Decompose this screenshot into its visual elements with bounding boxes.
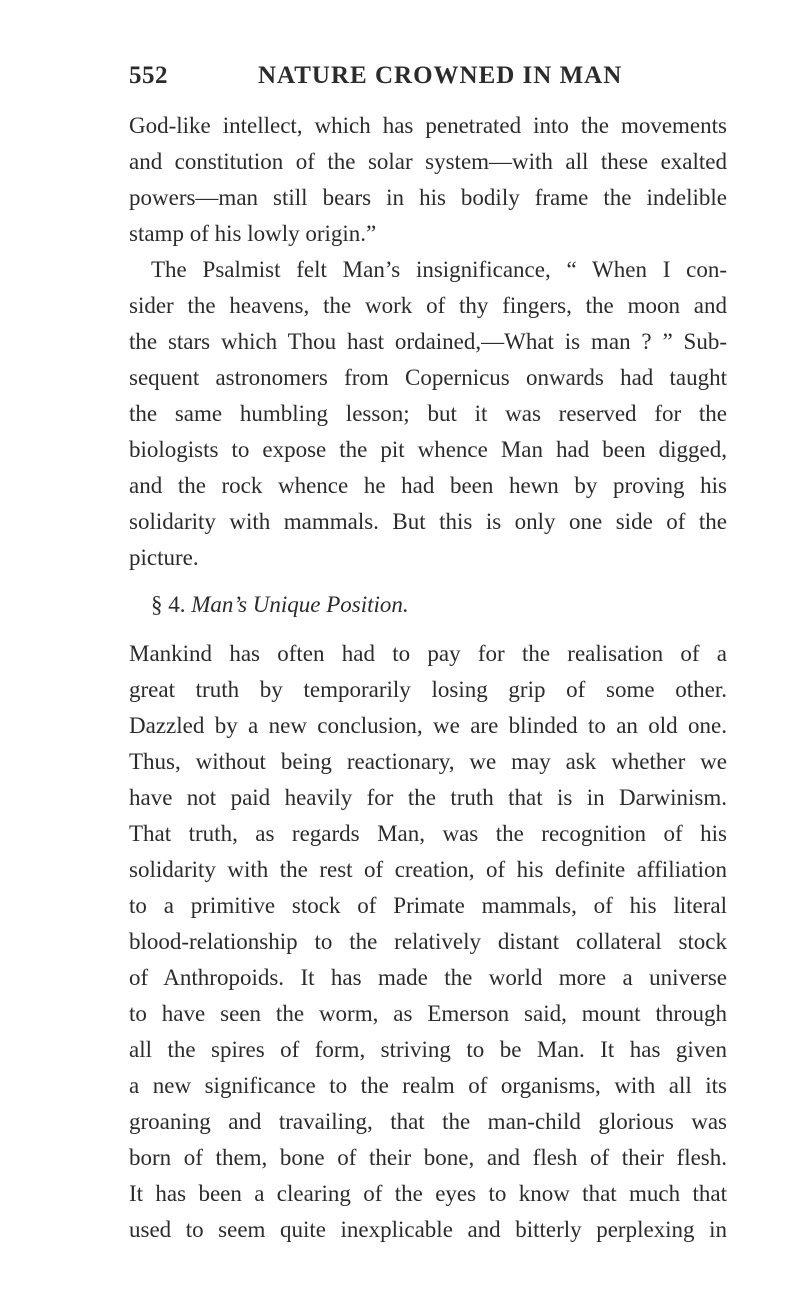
text-line: and constitution of the solar system—with all these exalted	[129, 149, 727, 174]
text-line: The Psalmist felt Man’s insignificance, “ When I con-	[151, 257, 727, 282]
text-line: solidarity with mammals. But this is only one side of the	[129, 509, 727, 534]
text-line: powers—man still bears in his bodily frame the indelible	[129, 185, 727, 210]
section-title: Man’s Unique Position.	[191, 592, 409, 617]
section-heading	[129, 580, 727, 630]
text-line: That truth, as regards Man, was the recognition of his	[129, 821, 727, 846]
body-text	[129, 108, 727, 1248]
text-line: a new significance to the realm of organisms, with all its	[129, 1073, 727, 1098]
text-line: have not paid heavily for the truth that is in Darwinism.	[129, 785, 727, 810]
text-line: of Anthropoids. It has made the world more a universe	[129, 965, 727, 990]
text-line: Mankind has often had to pay for the realisation of a	[129, 641, 727, 666]
text-line: used to seem quite inexplicable and bitterly perplexing in	[129, 1217, 727, 1242]
text-line: God-like intellect, which has penetrated into the movements	[129, 113, 727, 138]
text-line: stamp of his lowly origin.”	[129, 221, 377, 246]
text-line: picture.	[129, 545, 199, 570]
text-line: groaning and travailing, that the man-child glorious was	[129, 1109, 727, 1134]
paragraph-2	[129, 252, 727, 576]
text-line: blood-relationship to the relatively distant collateral stock	[129, 929, 727, 954]
text-line: the same humbling lesson; but it was reserved for the	[129, 401, 727, 426]
text-line: Thus, without being reactionary, we may ask whether we	[129, 749, 727, 774]
text-line: great truth by temporarily losing grip of some other.	[129, 677, 727, 702]
text-line: to a primitive stock of Primate mammals, of his literal	[129, 893, 727, 918]
text-line: sequent astronomers from Copernicus onwards had taught	[129, 365, 727, 390]
paragraph-1	[129, 108, 727, 252]
text-line: all the spires of form, striving to be Man. It has given	[129, 1037, 727, 1062]
text-line: the stars which Thou hast ordained,—What is man ? ” Sub-	[129, 329, 727, 354]
text-line: biologists to expose the pit whence Man had been digged,	[129, 437, 727, 462]
text-line: and the rock whence he had been hewn by proving his	[129, 473, 727, 498]
running-title: NATURE CROWNED IN MAN	[258, 62, 623, 89]
text-line: sider the heavens, the work of thy fingers, the moon and	[129, 293, 727, 318]
running-head	[129, 62, 727, 96]
text-line: Dazzled by a new conclusion, we are blinded to an old one.	[129, 713, 727, 738]
section-number: § 4.	[151, 592, 186, 617]
text-line: to have seen the worm, as Emerson said, mount through	[129, 1001, 727, 1026]
paragraph-3	[129, 636, 727, 1248]
page-number: 552	[129, 62, 168, 89]
text-line: born of them, bone of their bone, and flesh of their flesh.	[129, 1145, 727, 1170]
text-line: solidarity with the rest of creation, of his definite affiliation	[129, 857, 727, 882]
text-line: It has been a clearing of the eyes to know that much that	[129, 1181, 727, 1206]
